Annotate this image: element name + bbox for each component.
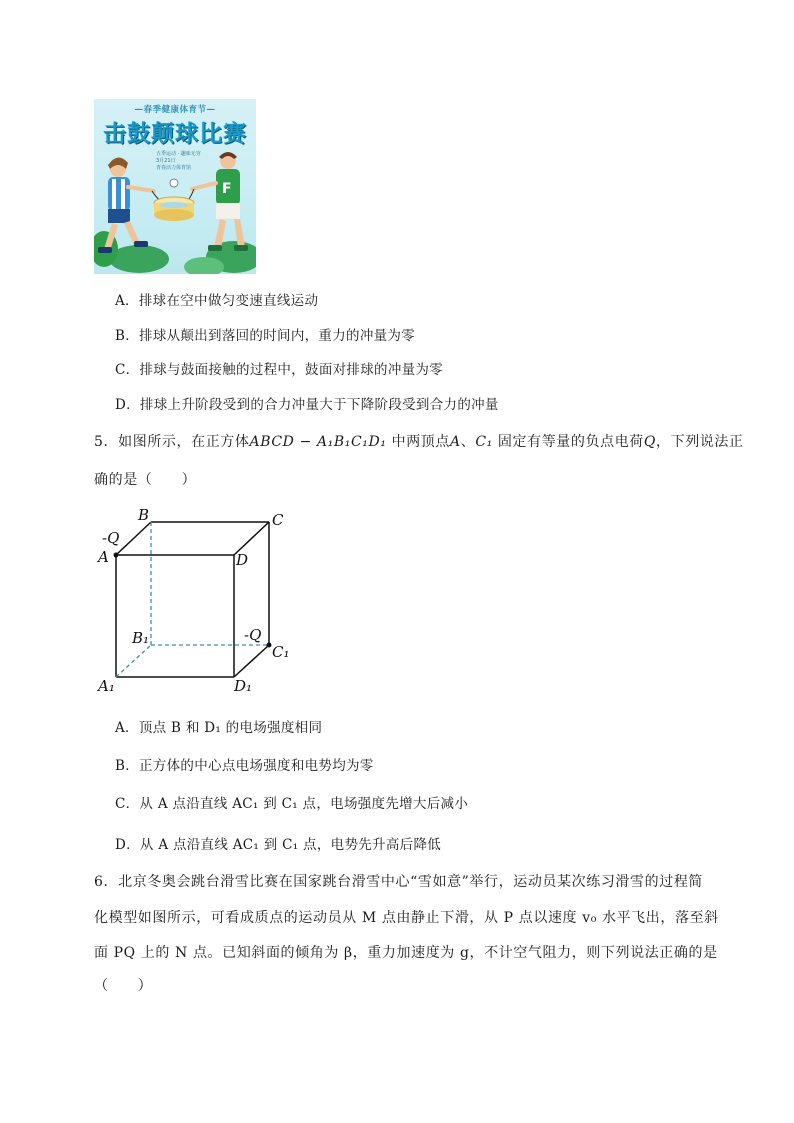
charge-point-a bbox=[114, 553, 119, 558]
q6-line1: 6．北京冬奥会跳台滑雪比赛在国家跳台滑雪中心“雪如意”举行，运动员某次练习滑雪的过程简 bbox=[94, 874, 704, 890]
volleyball-drum-poster bbox=[94, 99, 256, 274]
label-D1: D₁ bbox=[234, 677, 253, 695]
q5-option-d: D．从 A 点沿直线 AC₁ 到 C₁ 点，电势先升高后降低 bbox=[115, 837, 442, 853]
q6-line4: （ ） bbox=[94, 978, 153, 994]
poster-info-line1: 五季运动 · 趣味无穷 bbox=[156, 151, 201, 157]
q5-stem-c: 固定有等量的负点电荷 bbox=[492, 434, 644, 450]
q6-line2: 化模型如图所示，可看成质点的运动员从 M 点由静止下滑，从 P 点以速度 v₀ 水平飞出，落至斜 bbox=[94, 910, 719, 926]
q5-vertex-c1: C₁ bbox=[475, 434, 493, 450]
svg-text:F: F bbox=[222, 181, 232, 197]
q5-cube-name-prime: A₁B₁C₁D₁ bbox=[316, 434, 387, 450]
poster-info-line2: 3月21日 bbox=[156, 158, 176, 164]
q5-dash: − bbox=[294, 434, 317, 450]
label-D: D bbox=[236, 551, 249, 569]
player-left-jersey bbox=[108, 177, 130, 211]
volleyball-icon bbox=[170, 179, 178, 187]
q5-stem bbox=[94, 431, 744, 451]
label-B: B bbox=[138, 506, 150, 524]
poster-illustration bbox=[94, 99, 256, 274]
cube-figure bbox=[94, 505, 294, 695]
q5-stem-line2: 确的是（ ） bbox=[94, 472, 197, 488]
label-charge-c1: -Q bbox=[244, 626, 262, 644]
poster-info-line3: 青春活力体育馆 bbox=[156, 165, 192, 171]
q5-stem-b: 中两顶点 bbox=[386, 434, 450, 450]
charge-point-c1 bbox=[267, 643, 272, 648]
q5-vertex-a: A bbox=[450, 434, 461, 450]
label-C: C bbox=[272, 511, 284, 529]
q5-option-c: C．从 A 点沿直线 AC₁ 到 C₁ 点，电场强度先增大后减小 bbox=[115, 796, 469, 812]
q5-stem-d: ，下列说法正 bbox=[656, 434, 744, 450]
q4-option-d: D．排球上升阶段受到的合力冲量大于下降阶段受到合力的冲量 bbox=[115, 397, 499, 413]
q5-charge: Q bbox=[643, 434, 656, 450]
q4-option-c: C．排球与鼓面接触的过程中，鼓面对排球的冲量为零 bbox=[115, 362, 444, 378]
q6-line3: 面 PQ 上的 N 点。已知斜面的倾角为 β，重力加速度为 g，不计空气阻力，则下列说法正确的是 bbox=[94, 945, 718, 961]
poster-subtitle: —春季健康体育节— bbox=[134, 105, 216, 115]
edge-D1C1 bbox=[234, 645, 269, 677]
label-charge-a: -Q bbox=[102, 529, 120, 547]
label-A: A bbox=[98, 548, 109, 566]
q5-and: 、 bbox=[460, 434, 476, 450]
q5-option-a: A．顶点 B 和 D₁ 的电场强度相同 bbox=[115, 720, 323, 736]
edge-A1B1-hidden bbox=[116, 645, 151, 677]
poster-title: 击鼓颠球比赛 bbox=[103, 121, 247, 147]
label-A1: A₁ bbox=[98, 677, 115, 695]
q4-option-b: B．排球从颠出到落回的时间内，重力的冲量为零 bbox=[115, 328, 416, 344]
q5-option-b: B．正方体的中心点电场强度和电势均为零 bbox=[115, 758, 374, 774]
q4-option-a: A．排球在空中做匀变速直线运动 bbox=[115, 293, 319, 309]
label-B1: B₁ bbox=[132, 629, 150, 647]
q5-cube-name: ABCD bbox=[249, 434, 295, 450]
leaf-shape bbox=[109, 245, 169, 273]
edge-AB bbox=[116, 522, 151, 555]
q5-stem-a: 5．如图所示，在正方体 bbox=[94, 434, 250, 450]
label-C1: C₁ bbox=[272, 643, 290, 661]
